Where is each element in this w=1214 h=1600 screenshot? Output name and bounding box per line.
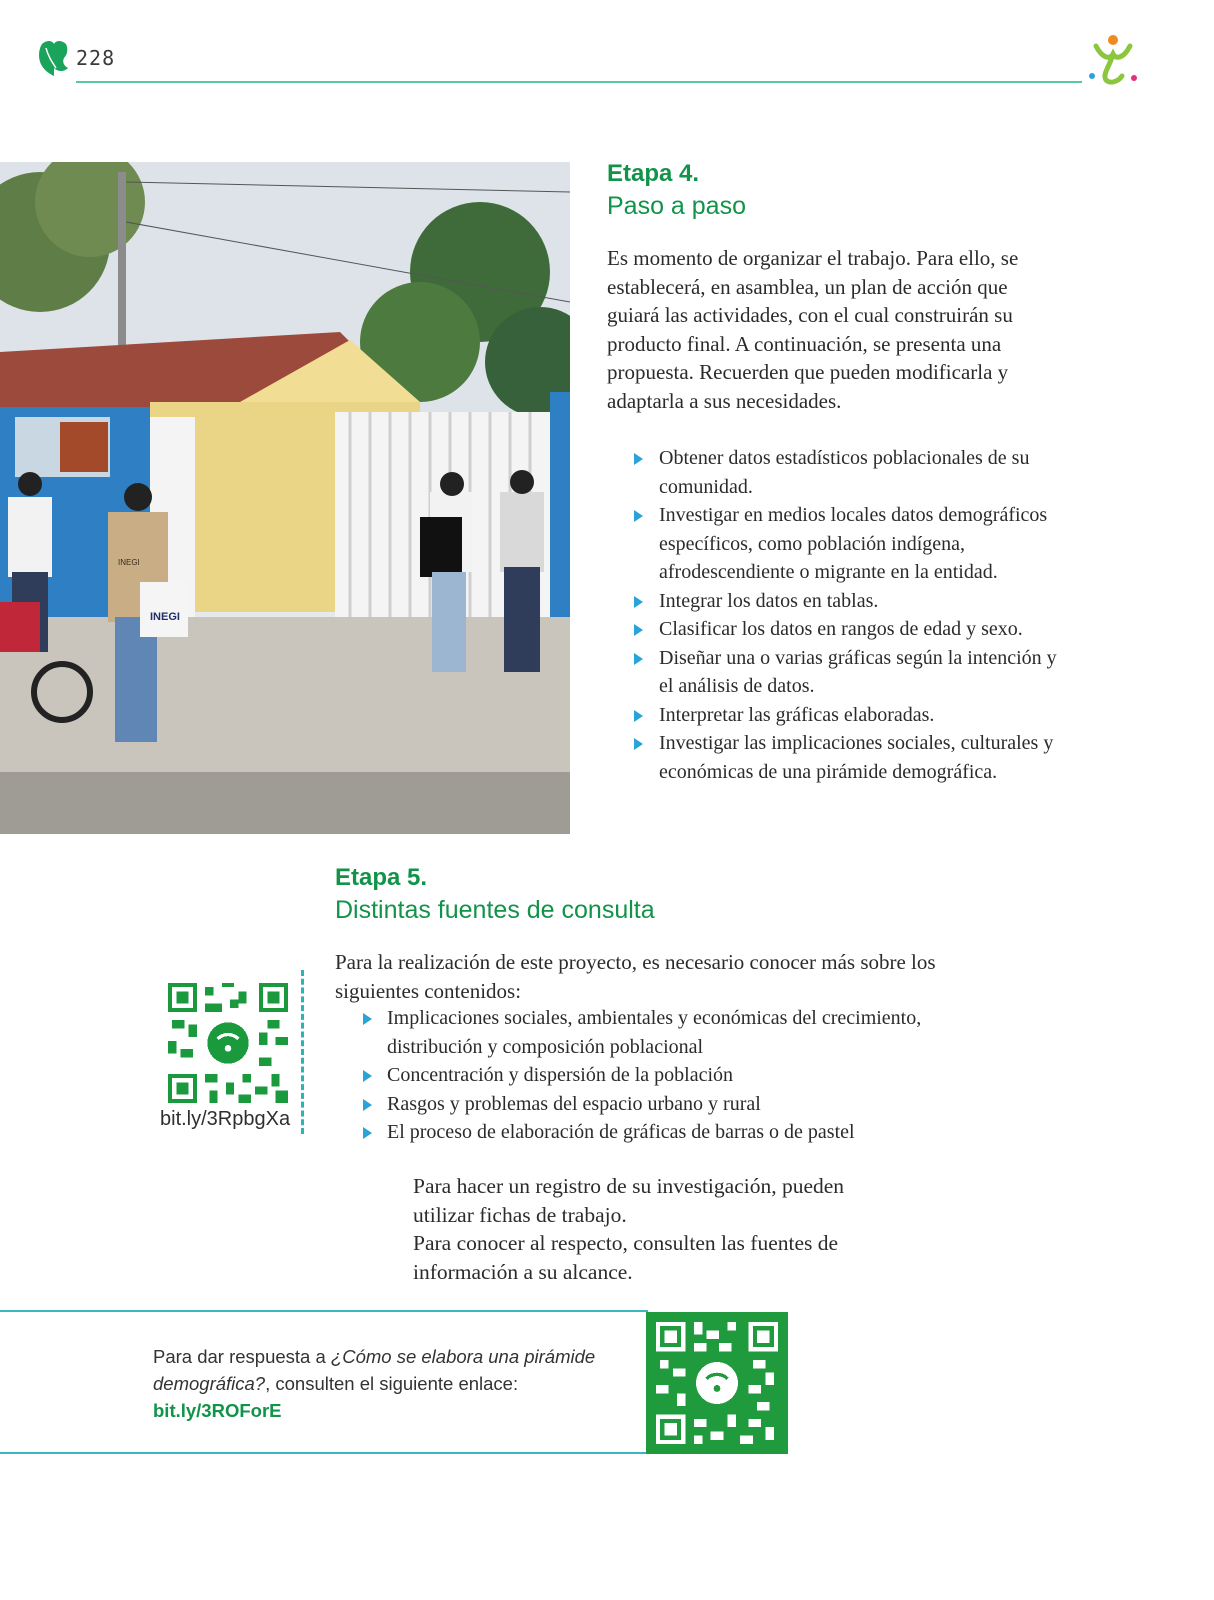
list-item: Concentración y dispersión de la población <box>335 1061 975 1090</box>
callout-text-before: Para dar respuesta a <box>153 1346 331 1367</box>
list-item: Clasificar los datos en rangos de edad y sexo. <box>607 615 1062 644</box>
triangle-bullet-icon <box>363 1127 372 1139</box>
list-item: Obtener datos estadísticos poblacionales de su comunidad. <box>607 444 1062 501</box>
etapa4-intro: Es momento de organizar el trabajo. Para ello, se establecerá, en asamblea, un plan de acción que guiará las actividades, con el cual construirán su producto final. A continuación, se presenta una propuesta. Recuerden que pueden modificarla y adaptarla a sus necesidades. <box>607 246 1019 413</box>
triangle-bullet-icon <box>363 1013 372 1025</box>
triangle-bullet-icon <box>634 453 643 465</box>
callout-question: ¿Cómo se elabora una pirámide demográfica? <box>153 1346 596 1394</box>
qr-link-label[interactable]: bit.ly/3RpbgXa <box>160 1108 291 1130</box>
triangle-bullet-icon <box>634 596 643 608</box>
triangle-bullet-icon <box>634 510 643 522</box>
registro-paragraph-1: Para hacer un registro de su investigación, pueden utilizar fichas de trabajo. <box>413 1174 845 1227</box>
registro-paragraph-2: Para conocer al respecto, consulten las fuentes de información a su alcance. <box>413 1231 839 1284</box>
etapa4-heading <box>607 158 746 222</box>
triangle-bullet-icon <box>363 1070 372 1082</box>
qr-code-icon[interactable] <box>656 1322 778 1444</box>
registro-paragraphs <box>385 1172 905 1286</box>
vest-label: INEGI <box>118 558 140 567</box>
list-item: Integrar los datos en tablas. <box>607 587 1062 616</box>
list-item: Diseñar una o varias gráficas según la intención y el análisis de datos. <box>607 644 1062 701</box>
qr-code-icon[interactable] <box>168 983 288 1103</box>
list-item: Interpretar las gráficas elaboradas. <box>607 701 1062 730</box>
header-rule <box>76 81 1082 83</box>
etapa5-number: Etapa 5. <box>335 864 428 891</box>
list-item: Investigar en medios locales datos demográficos específicos, como población indígena, afrodescendiente o migrante en la entidad. <box>607 501 1062 587</box>
triangle-bullet-icon <box>634 624 643 636</box>
dashed-divider <box>301 970 304 1134</box>
callout-link[interactable]: bit.ly/3ROForE <box>153 1400 282 1421</box>
list-item: Implicaciones sociales, ambientales y económicas del crecimiento, distribución y composición poblacional <box>335 1004 975 1061</box>
callout-top-rule <box>0 1310 648 1312</box>
brand-logo <box>1084 32 1142 88</box>
etapa4-steps-list <box>607 444 1062 786</box>
etapa5-intro: Para la realización de este proyecto, es necesario conocer más sobre los siguientes contenidos: <box>335 950 936 1003</box>
etapa4-number: Etapa 4. <box>607 160 700 187</box>
list-item: Rasgos y problemas del espacio urbano y rural <box>335 1090 975 1119</box>
etapa5-topics-list <box>335 1004 975 1147</box>
triangle-bullet-icon <box>363 1099 372 1111</box>
bag-label: INEGI <box>150 611 180 623</box>
etapa5-title: Distintas fuentes de consulta <box>335 896 655 924</box>
list-item: Investigar las implicaciones sociales, culturales y económicas de una pirámide demográfica. <box>607 729 1062 786</box>
callout-bottom-rule <box>0 1452 648 1454</box>
leaf-icon <box>36 38 70 78</box>
callout-text-after: , consulten el siguiente enlace: <box>265 1373 519 1394</box>
triangle-bullet-icon <box>634 653 643 665</box>
etapa4-title: Paso a paso <box>607 192 746 220</box>
page-number: 228 <box>76 46 116 70</box>
callout-text <box>153 1343 643 1424</box>
list-item: El proceso de elaboración de gráficas de barras o de pastel <box>335 1118 975 1147</box>
triangle-bullet-icon <box>634 710 643 722</box>
field-census-photo <box>0 162 570 834</box>
triangle-bullet-icon <box>634 738 643 750</box>
etapa5-heading <box>335 862 655 926</box>
